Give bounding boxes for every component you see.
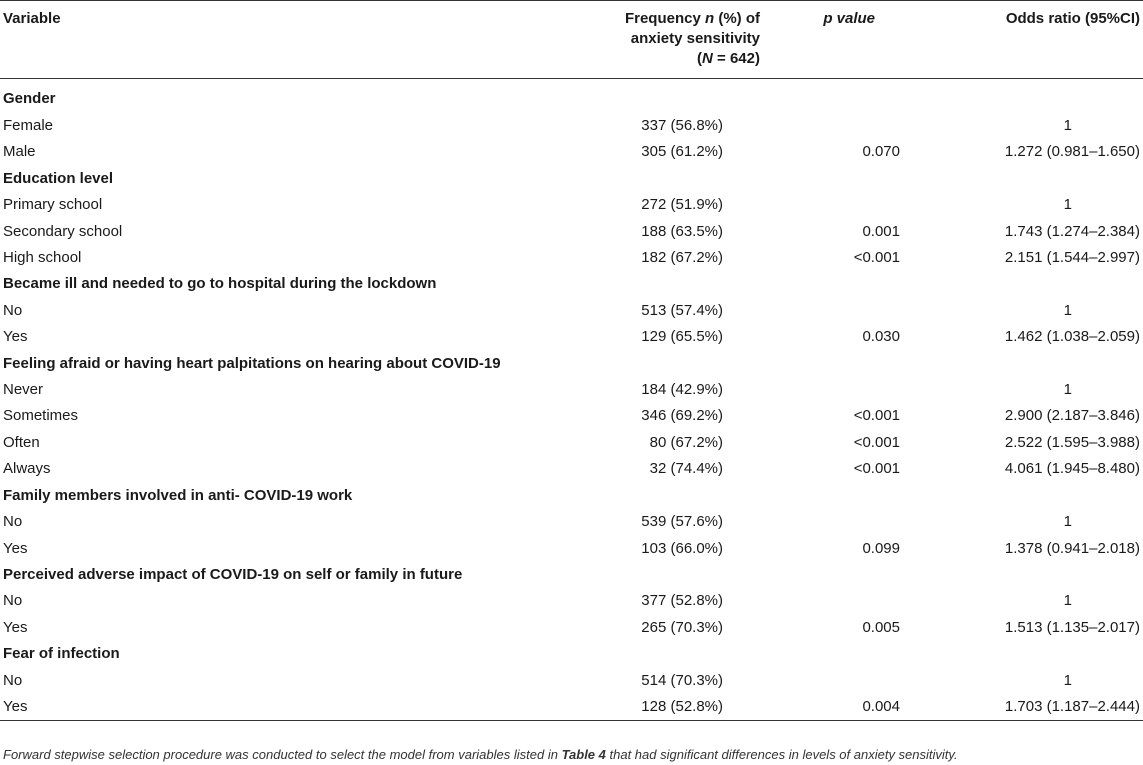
table-row — [0, 615, 1143, 641]
cell-p-value: <0.001 — [853, 460, 900, 478]
group-row — [0, 641, 1143, 667]
cell-variable: Secondary school — [3, 222, 123, 240]
cell-odds-ratio: 1 — [1063, 196, 1072, 214]
cell-frequency: 272 (51.9%) — [641, 196, 723, 214]
cell-frequency: 182 (67.2%) — [641, 249, 723, 267]
group-row — [0, 562, 1143, 588]
cell-p-value — [780, 192, 930, 218]
cell-variable: Yes — [3, 328, 28, 346]
header-frequency-total: = 642) — [712, 50, 760, 67]
cell-odds-ratio: 2.900 (2.187–3.846) — [1004, 407, 1140, 425]
table-row — [0, 298, 1143, 324]
cell-odds-ratio: 1.462 (1.038–2.059) — [1004, 328, 1140, 346]
group-label: Fear of infection — [3, 645, 120, 663]
header-frequency-open: ( — [697, 50, 703, 67]
header-frequency-n: n — [705, 10, 715, 27]
cell-frequency: 32 (74.4%) — [649, 460, 723, 478]
cell-p-value: 0.005 — [862, 618, 900, 636]
table-row — [0, 456, 1143, 482]
table-row — [0, 536, 1143, 562]
table-row — [0, 219, 1143, 245]
cell-frequency: 103 (66.0%) — [641, 539, 723, 557]
group-row — [0, 483, 1143, 509]
cell-p-value: 0.099 — [862, 539, 900, 557]
cell-frequency: 337 (56.8%) — [641, 117, 723, 134]
header-frequency-word: Frequency — [624, 10, 705, 27]
header-row — [0, 1, 1143, 79]
cell-odds-ratio: 1 — [1063, 381, 1072, 399]
table-row — [0, 139, 1143, 165]
cell-odds-ratio: 1.743 (1.274–2.384) — [1004, 222, 1140, 240]
cell-odds-ratio: 1 — [1063, 513, 1072, 531]
group-row — [0, 271, 1143, 297]
cell-p-value — [780, 377, 930, 403]
cell-odds-ratio: 1.378 (0.941–2.018) — [1004, 539, 1140, 557]
table-row — [0, 403, 1143, 429]
cell-p-value: 0.001 — [862, 222, 900, 240]
table-row — [0, 192, 1143, 218]
group-label: Education level — [3, 169, 114, 187]
group-row — [0, 166, 1143, 192]
footnote-text-end: that had significant differences in levels of anxiety sensitivity. — [605, 747, 958, 762]
table-row — [0, 694, 1143, 721]
table-row — [0, 668, 1143, 694]
cell-variable: Female — [3, 117, 54, 134]
cell-odds-ratio: 1 — [1063, 592, 1072, 610]
cell-frequency: 539 (57.6%) — [641, 513, 723, 531]
group-row — [0, 79, 1143, 114]
group-label: Became ill and needed to go to hospital during the lockdown — [3, 275, 437, 293]
cell-frequency: 514 (70.3%) — [641, 671, 723, 689]
cell-frequency: 377 (52.8%) — [641, 592, 723, 610]
table-row — [0, 509, 1143, 535]
cell-odds-ratio: 2.522 (1.595–3.988) — [1004, 433, 1140, 451]
cell-frequency: 129 (65.5%) — [641, 328, 723, 346]
cell-p-value — [780, 298, 930, 324]
table-row — [0, 245, 1143, 271]
cell-p-value: 0.070 — [862, 143, 900, 161]
cell-frequency: 128 (52.8%) — [580, 694, 780, 721]
cell-variable: Yes — [3, 618, 28, 636]
table-row — [0, 588, 1143, 614]
cell-frequency: 80 (67.2%) — [649, 433, 723, 451]
cell-p-value: 0.030 — [862, 328, 900, 346]
footnote-text-start: Forward stepwise selection procedure was conducted to select the model from variables listed in — [3, 747, 562, 762]
table-row — [0, 324, 1143, 350]
header-frequency-N: N — [702, 50, 713, 67]
group-row — [0, 351, 1143, 377]
header-p-value-text: p value — [823, 10, 875, 27]
cell-variable: Primary school — [3, 196, 103, 214]
cell-variable: Male — [3, 143, 36, 161]
cell-variable: Yes — [0, 694, 580, 721]
cell-variable: Yes — [3, 539, 28, 557]
header-frequency-pct: (%) of — [714, 10, 760, 27]
cell-p-value — [780, 113, 930, 139]
cell-odds-ratio: 1.272 (0.981–1.650) — [1004, 143, 1140, 161]
cell-frequency: 265 (70.3%) — [641, 618, 723, 636]
cell-p-value: <0.001 — [853, 433, 900, 451]
cell-frequency: 305 (61.2%) — [641, 143, 723, 161]
table-header — [0, 1, 1143, 79]
cell-frequency: 346 (69.2%) — [641, 407, 723, 425]
cell-odds-ratio: 2.151 (1.544–2.997) — [1004, 249, 1140, 267]
cell-p-value — [780, 668, 930, 694]
cell-variable: Always — [3, 460, 51, 478]
cell-variable: No — [3, 513, 23, 531]
cell-odds-ratio: 4.061 (1.945–8.480) — [1004, 460, 1140, 478]
cell-odds-ratio: 1 — [1063, 117, 1072, 134]
cell-p-value — [780, 509, 930, 535]
table-row — [0, 430, 1143, 456]
group-label: Perceived adverse impact of COVID-19 on self or family in future — [3, 565, 463, 583]
group-label: Gender — [3, 89, 56, 107]
cell-p-value — [780, 588, 930, 614]
cell-p-value: <0.001 — [853, 407, 900, 425]
cell-odds-ratio: 1 — [1063, 671, 1072, 689]
cell-p-value: <0.001 — [853, 249, 900, 267]
cell-odds-ratio: 1.513 (1.135–2.017) — [1004, 618, 1140, 636]
header-frequency — [580, 1, 780, 79]
header-p-value — [780, 1, 930, 79]
cell-frequency: 188 (63.5%) — [641, 222, 723, 240]
cell-frequency: 513 (57.4%) — [641, 301, 723, 319]
group-label: Feeling afraid or having heart palpitations on hearing about COVID-19 — [3, 354, 501, 372]
cell-odds-ratio: 1 — [1063, 301, 1072, 319]
cell-variable: No — [3, 592, 23, 610]
header-odds-ratio: Odds ratio (95%CI) — [1005, 10, 1140, 27]
header-frequency-line2: anxiety sensitivity — [630, 30, 760, 47]
group-label: Family members involved in anti- COVID-19 work — [3, 486, 353, 504]
table-body — [0, 79, 1143, 721]
cell-p-value: 0.004 — [780, 694, 930, 721]
cell-variable: Often — [3, 433, 40, 451]
cell-variable: Never — [3, 381, 44, 399]
cell-variable: No — [3, 671, 23, 689]
table-row — [0, 113, 1143, 139]
cell-frequency: 184 (42.9%) — [641, 381, 723, 399]
table-footnote — [3, 747, 958, 763]
cell-odds-ratio: 1.703 (1.187–2.444) — [930, 694, 1143, 721]
header-variable: Variable — [3, 10, 61, 27]
cell-variable: Sometimes — [3, 407, 79, 425]
footnote-table-link[interactable]: Table 4 — [561, 747, 606, 762]
cell-variable: No — [3, 301, 23, 319]
table-row — [0, 377, 1143, 403]
cell-variable: High school — [3, 249, 82, 267]
